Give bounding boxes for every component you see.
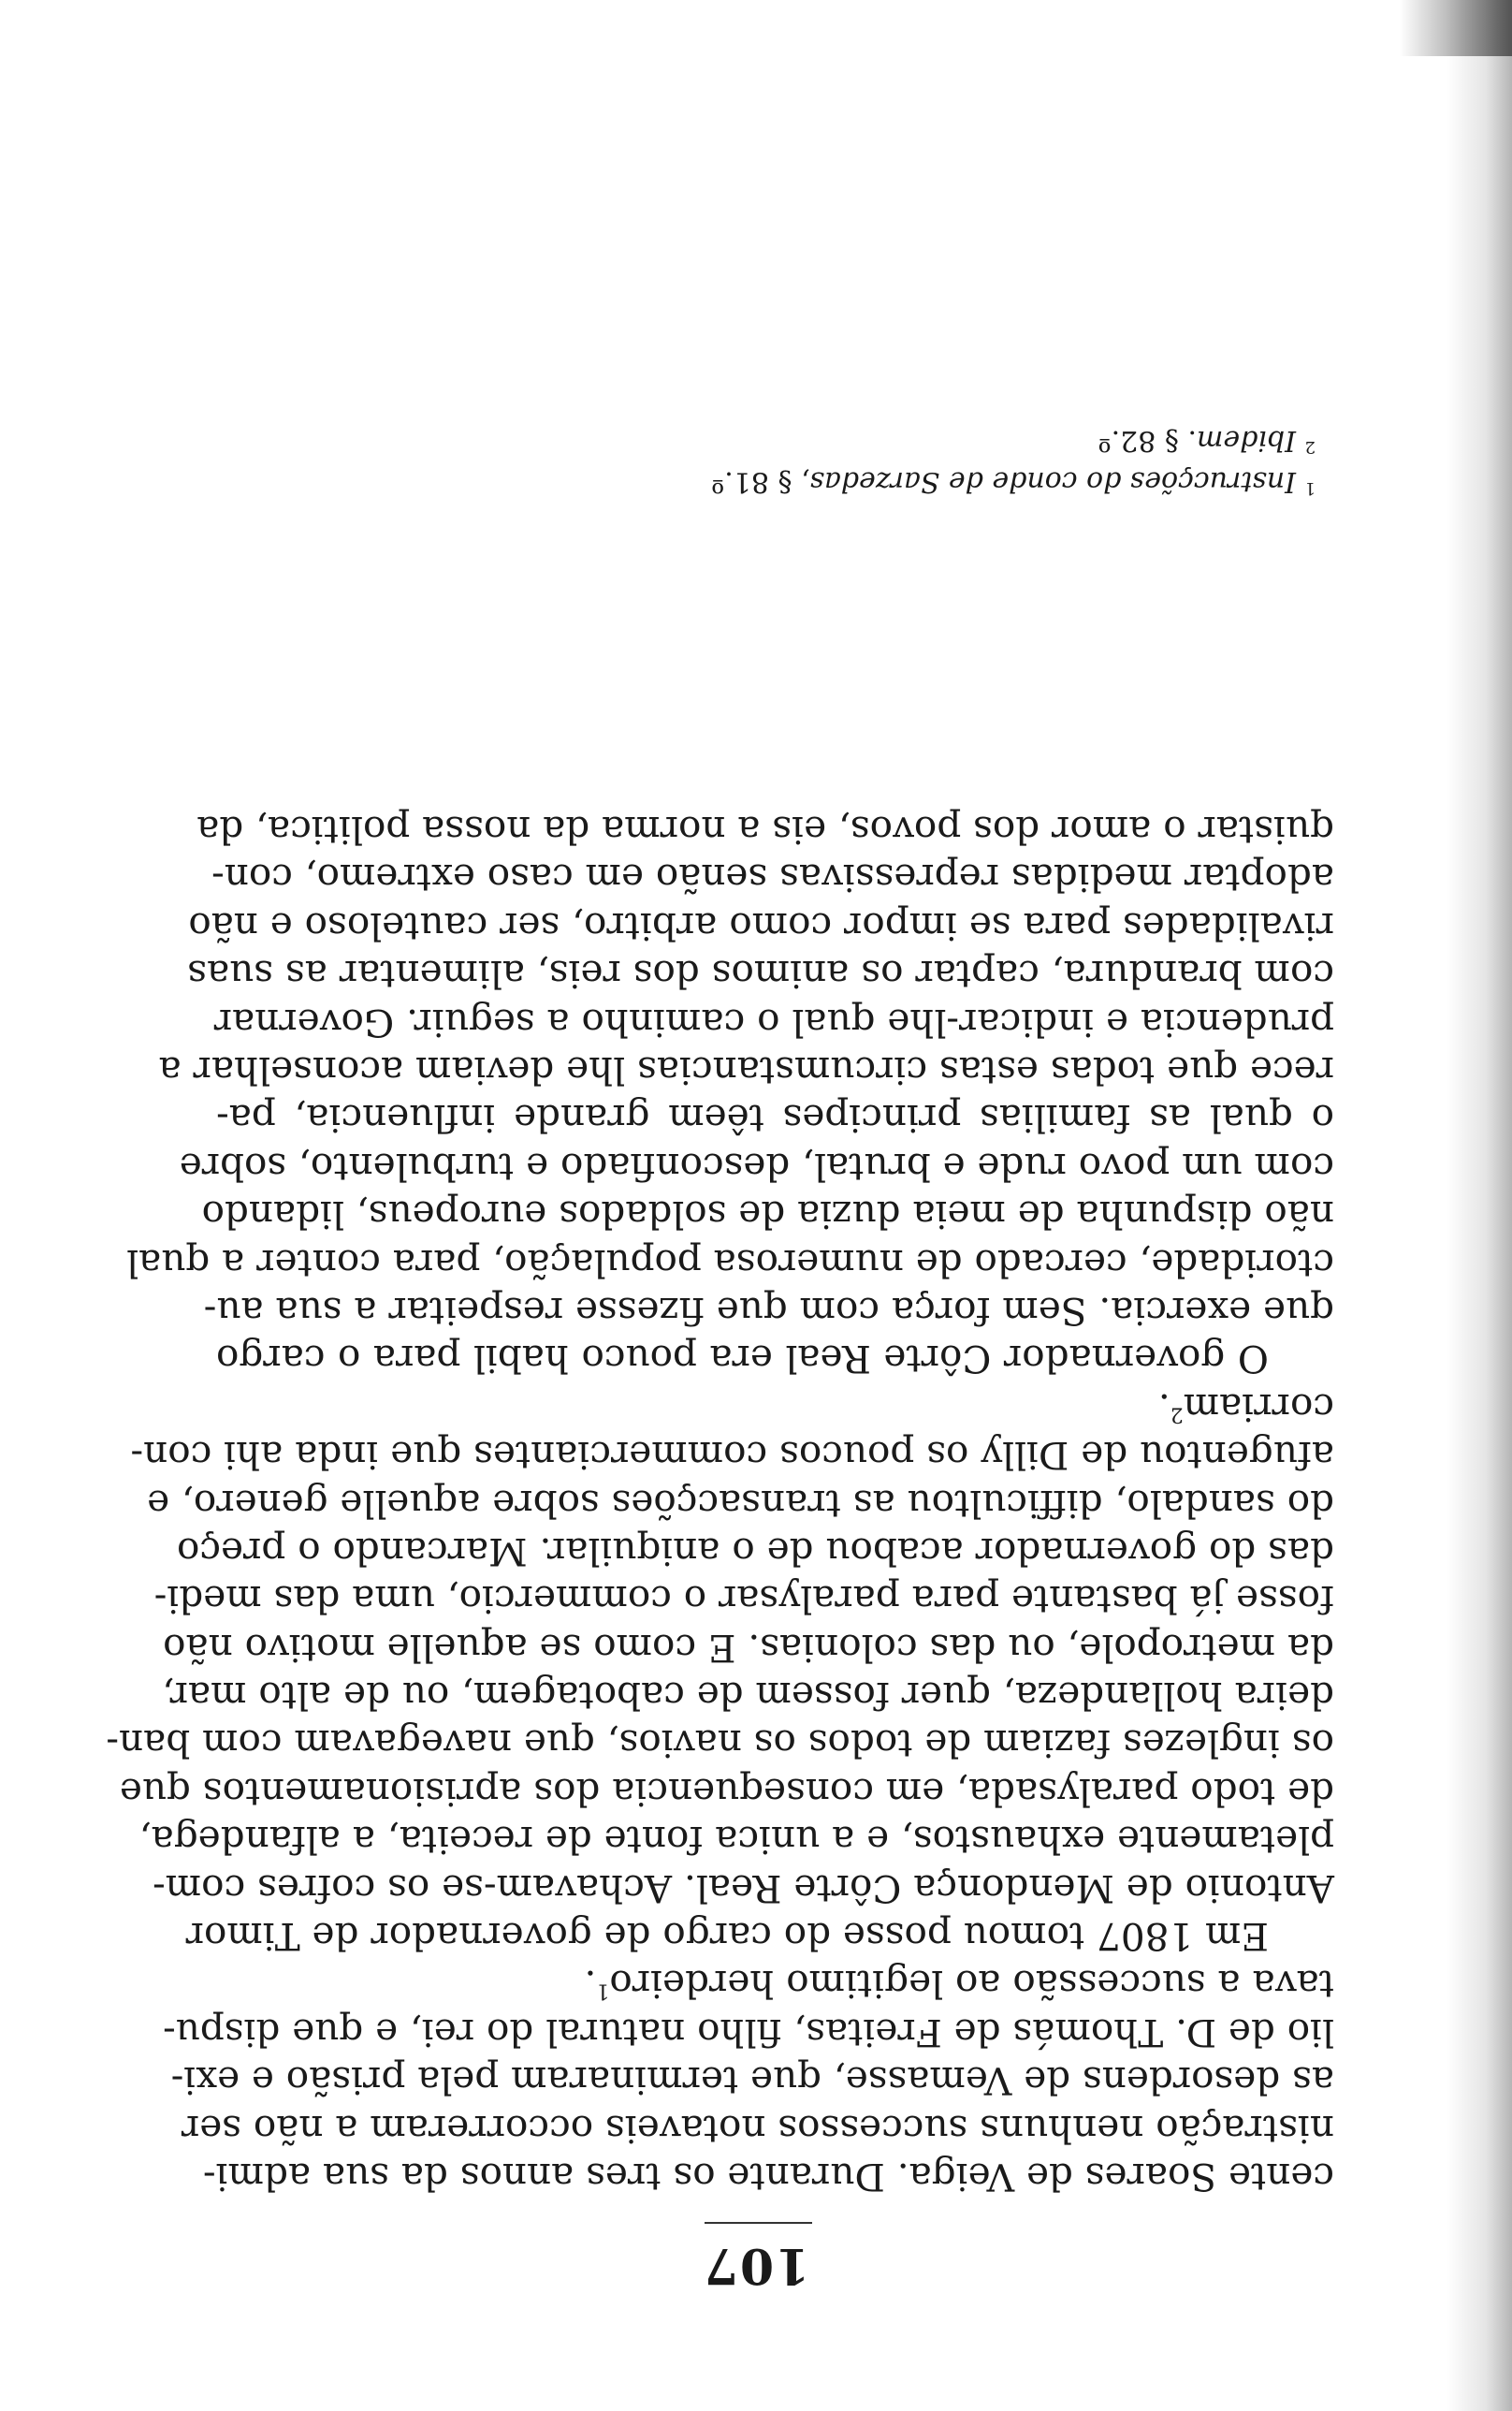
line-text: afugentou de Dilly os poucos commerciantes que inda ahi con- [130,1433,1334,1479]
line-text: os inglezes faziam de todos os navios, que navegavam com ban- [106,1721,1334,1767]
line-text: quistar o amor dos povos, eis a norma da nossa politica, da [196,808,1334,854]
line-text: Em 1807 tomou posse do cargo de governador de Timor [185,1914,1269,1960]
text-line [147,1479,1334,1527]
text-line [163,1623,1334,1671]
text-line [126,1238,1334,1286]
text-line [162,1672,1334,1719]
text-line [213,998,1334,1045]
line-text: rivalidades para se impor como arbitro, ser cauteloso e não [188,903,1334,949]
line-trail: . [1157,1384,1170,1430]
text-line [158,1046,1334,1094]
line-text: prudencia e indicar-lhe qual o caminho a seguir. Governar [213,1000,1334,1045]
footnote-reference-mark: 2 [1170,1402,1184,1426]
footnote-2 [216,419,1334,460]
text-line [153,1863,1334,1911]
line-text: que exercia. Sem força com que fizesse respeitar a sua au- [203,1288,1334,1334]
line-trail: . [584,1962,597,2008]
page-number-rule [705,2222,812,2224]
text-line [185,1912,1334,1960]
line-text: rece que todas estas circumstancias lhe deviam aconselhar a [158,1048,1334,1094]
text-line [170,2056,1334,2104]
text-line [119,1767,1334,1815]
line-text: fosse já bastante para paralysar o commercio, uma das medi- [153,1577,1334,1623]
text-line [176,1527,1334,1575]
text-line [216,1335,1334,1382]
line-text: das do governador acabou de o aniquilar. Marcando o preço [176,1528,1334,1574]
footnote-mark: 2 [1304,437,1316,457]
page-corner-shadow [1400,0,1512,56]
text-line [106,1719,1334,1767]
text-line [188,901,1334,949]
page-edge-shadow [1447,0,1512,2411]
line-text: deira hollandeza, quer fossem de cabotagem, ou de alto mar, [162,1673,1334,1719]
line-text: tava a successão ao legitimo herdeiro [609,1962,1334,2008]
line-text: as desordens de Vemasse, que terminaram pela prisão e exi- [170,2058,1334,2104]
footnote-reference: , § 81.º [711,465,810,498]
text-line [196,806,1334,854]
text-line [153,1575,1334,1623]
text-line [202,2153,1334,2200]
line-text: lio de D. Thomás de Freitas, filho natural do rei, e que dispu- [163,2009,1334,2055]
line-text: cente Soares de Veiga. Durante os tres annos da sua admi- [202,2155,1334,2199]
line-text: nistração nenhuns successos notaveis occorreram a não ser [181,2106,1334,2152]
line-text: O governador Côrte Real era pouco habil para o cargo [216,1337,1269,1382]
text-line [181,2104,1334,2152]
footnote-1 [216,460,1334,502]
line-text: com um povo rude e brutal, desconfiado e turbulento, sobre [179,1144,1334,1190]
line-text: de todo paralysada, em consequencia dos aprisionamentos que [119,1769,1334,1815]
page-number: 107 [702,2237,810,2294]
body-text [106,806,1334,2200]
text-line [130,1431,1334,1479]
text-line [163,2008,1334,2055]
text-line [179,1142,1334,1190]
text-line [216,1382,1334,1430]
footnote-reference: . § 82.º [1098,424,1197,457]
line-text: pletamente exhaustos, e a unica fonte de receita, a alfandega, [138,1818,1334,1863]
line-text: corriam [1183,1384,1334,1430]
footnote-source: Instrucções do conde de Sarzedas [809,465,1296,498]
text-line [203,1287,1334,1335]
line-text: adoptar medidas repressivas senão em caso extremo, con- [211,855,1334,901]
text-line [216,1094,1334,1142]
text-line [201,1191,1334,1238]
line-text: com brandura, captar os animos dos reis, alimentar as suas [187,952,1334,998]
text-line [138,1816,1334,1863]
line-text: da metropole, ou das colonias. E como se aquelle motivo não [163,1625,1334,1671]
line-text: Antonio de Mendonça Côrte Real. Achavam-se os cofres com- [153,1865,1334,1911]
footnote-mark: 1 [1304,478,1316,498]
footnotes [216,419,1334,502]
text-line [187,950,1334,998]
line-text: ctoridade, cercado de numerosa população, para conter a qual [126,1240,1334,1286]
line-text: o qual as familias principes têem grande influencia, pa- [216,1096,1334,1142]
text-line [216,1960,1334,2008]
footnote-source: Ibidem [1196,424,1296,457]
line-text: do sandalo, difficultou as transacções sobre aquelle genero, e [147,1481,1334,1527]
footnote-reference-mark: 1 [596,1979,610,2003]
line-text: não dispunha de meia duzia de soldados europeus, lidando [201,1192,1334,1238]
text-line [211,854,1334,901]
